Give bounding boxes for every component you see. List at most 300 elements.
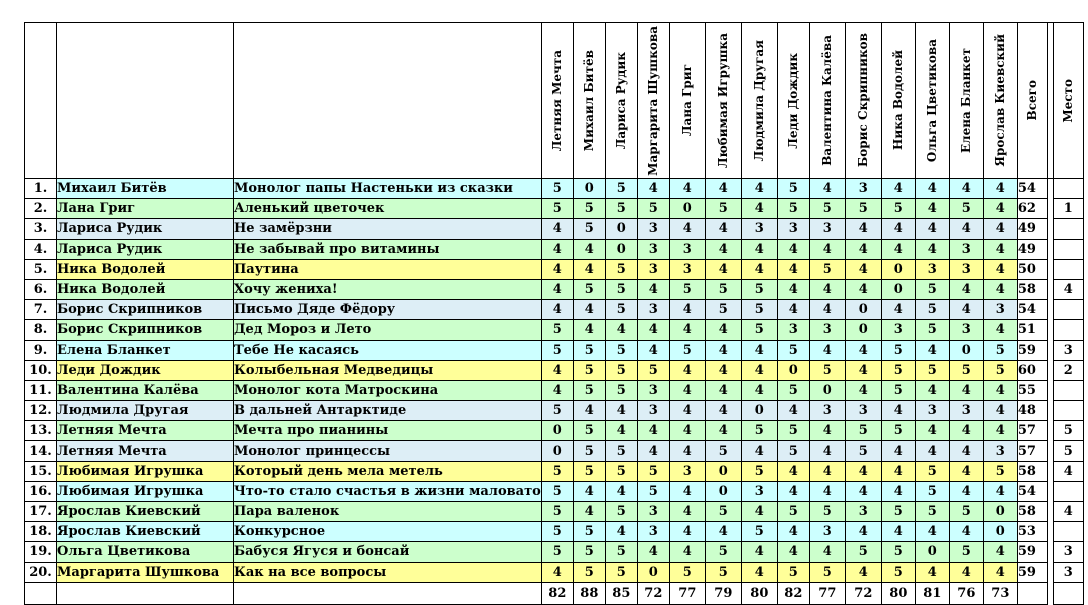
table-row bbox=[25, 522, 1084, 542]
total-cell: 58 bbox=[1017, 461, 1047, 481]
score-cell: 3 bbox=[881, 320, 915, 340]
table-row bbox=[25, 259, 1084, 279]
score-cell: 4 bbox=[573, 300, 605, 320]
score-cell: 4 bbox=[809, 461, 845, 481]
score-cell: 4 bbox=[637, 279, 669, 299]
row-number: 12. bbox=[25, 401, 57, 421]
score-cell: 4 bbox=[949, 481, 983, 501]
table-row bbox=[25, 179, 1084, 199]
score-cell: 4 bbox=[669, 380, 705, 400]
score-cell: 5 bbox=[637, 360, 669, 380]
row-number: 16. bbox=[25, 481, 57, 501]
table-row bbox=[25, 279, 1084, 299]
author-cell: Летняя Мечта bbox=[57, 441, 234, 461]
judge-total-cell: 72 bbox=[637, 582, 669, 604]
place-cell bbox=[1053, 239, 1083, 259]
judge-header bbox=[809, 23, 845, 179]
score-cell: 5 bbox=[605, 179, 637, 199]
judge-total-cell: 80 bbox=[741, 582, 777, 604]
score-cell: 4 bbox=[845, 522, 881, 542]
score-cell: 5 bbox=[881, 380, 915, 400]
judge-name: Лана Григ bbox=[680, 64, 695, 137]
judge-name: Летняя Мечта bbox=[550, 49, 565, 152]
score-cell: 5 bbox=[605, 259, 637, 279]
score-cell: 4 bbox=[809, 340, 845, 360]
row-number: 9. bbox=[25, 340, 57, 360]
score-cell: 5 bbox=[541, 320, 573, 340]
score-cell: 5 bbox=[705, 542, 741, 562]
judge-total-cell: 77 bbox=[809, 582, 845, 604]
score-cell: 4 bbox=[915, 522, 949, 542]
score-cell: 4 bbox=[949, 562, 983, 582]
judge-name: Борис Скрипников bbox=[856, 33, 871, 168]
judge-name: Ольга Цветикова bbox=[925, 38, 940, 163]
score-cell: 4 bbox=[809, 481, 845, 501]
score-cell: 4 bbox=[949, 279, 983, 299]
score-cell: 5 bbox=[777, 502, 809, 522]
score-cell: 5 bbox=[741, 320, 777, 340]
title-cell: Который день мела метель bbox=[234, 461, 542, 481]
score-cell: 4 bbox=[573, 259, 605, 279]
score-cell: 3 bbox=[949, 320, 983, 340]
score-cell: 0 bbox=[845, 300, 881, 320]
score-cell: 4 bbox=[949, 380, 983, 400]
score-cell: 4 bbox=[983, 279, 1017, 299]
score-cell: 4 bbox=[669, 219, 705, 239]
score-cell: 4 bbox=[915, 199, 949, 219]
score-cell: 5 bbox=[777, 179, 809, 199]
score-cell: 4 bbox=[777, 300, 809, 320]
table-row bbox=[25, 239, 1084, 259]
score-cell: 5 bbox=[573, 279, 605, 299]
score-cell: 4 bbox=[741, 239, 777, 259]
score-cell: 4 bbox=[669, 542, 705, 562]
score-cell: 4 bbox=[845, 219, 881, 239]
score-cell: 4 bbox=[915, 179, 949, 199]
score-cell: 5 bbox=[573, 199, 605, 219]
score-cell: 0 bbox=[705, 461, 741, 481]
score-cell: 5 bbox=[881, 360, 915, 380]
judge-total-cell: 85 bbox=[605, 582, 637, 604]
score-cell: 4 bbox=[881, 461, 915, 481]
title-cell: Аленький цветочек bbox=[234, 199, 542, 219]
judge-header bbox=[915, 23, 949, 179]
score-cell: 4 bbox=[983, 401, 1017, 421]
row-number: 2. bbox=[25, 199, 57, 219]
judge-header bbox=[637, 23, 669, 179]
score-cell: 3 bbox=[915, 259, 949, 279]
judge-header bbox=[573, 23, 605, 179]
judge-header bbox=[605, 23, 637, 179]
place-cell: 4 bbox=[1053, 461, 1083, 481]
judge-total-cell: 77 bbox=[669, 582, 705, 604]
score-cell: 4 bbox=[637, 320, 669, 340]
judge-name: Ярослав Киевский bbox=[993, 34, 1008, 167]
score-cell: 4 bbox=[845, 279, 881, 299]
score-cell: 0 bbox=[605, 219, 637, 239]
score-cell: 4 bbox=[741, 199, 777, 219]
table-row bbox=[25, 199, 1084, 219]
score-cell: 3 bbox=[637, 239, 669, 259]
score-cell: 5 bbox=[541, 401, 573, 421]
score-cell: 4 bbox=[669, 441, 705, 461]
judge-name: Валентина Калёва bbox=[820, 35, 835, 166]
score-cell: 4 bbox=[637, 179, 669, 199]
score-cell: 0 bbox=[741, 401, 777, 421]
score-cell: 5 bbox=[541, 522, 573, 542]
score-cell: 4 bbox=[741, 380, 777, 400]
place-cell: 5 bbox=[1053, 421, 1083, 441]
score-cell: 5 bbox=[915, 320, 949, 340]
score-cell: 5 bbox=[915, 360, 949, 380]
table-row bbox=[25, 360, 1084, 380]
score-cell: 4 bbox=[777, 481, 809, 501]
score-cell: 3 bbox=[777, 219, 809, 239]
score-cell: 3 bbox=[809, 320, 845, 340]
score-cell: 4 bbox=[915, 219, 949, 239]
score-cell: 0 bbox=[605, 239, 637, 259]
score-cell: 0 bbox=[915, 542, 949, 562]
title-cell: Монолог папы Настеньки из сказки bbox=[234, 179, 542, 199]
score-cell: 4 bbox=[541, 360, 573, 380]
title-cell: Мечта про пианины bbox=[234, 421, 542, 441]
score-cell: 5 bbox=[605, 300, 637, 320]
score-cell: 3 bbox=[741, 219, 777, 239]
total-header bbox=[1017, 23, 1047, 179]
author-cell: Михаил Битёв bbox=[57, 179, 234, 199]
total-cell: 50 bbox=[1017, 259, 1047, 279]
place-header bbox=[1053, 23, 1083, 179]
score-cell: 0 bbox=[845, 320, 881, 340]
score-cell: 5 bbox=[915, 461, 949, 481]
score-cell: 4 bbox=[605, 401, 637, 421]
header-row bbox=[25, 23, 1084, 179]
judge-total-cell: 80 bbox=[881, 582, 915, 604]
score-cell: 0 bbox=[809, 380, 845, 400]
score-cell: 4 bbox=[705, 340, 741, 360]
score-cell: 3 bbox=[949, 239, 983, 259]
score-cell: 4 bbox=[809, 279, 845, 299]
row-number: 8. bbox=[25, 320, 57, 340]
table-row bbox=[25, 320, 1084, 340]
score-cell: 5 bbox=[669, 279, 705, 299]
score-cell: 4 bbox=[983, 239, 1017, 259]
place-cell: 3 bbox=[1053, 340, 1083, 360]
author-cell: Лана Григ bbox=[57, 199, 234, 219]
score-cell: 3 bbox=[637, 522, 669, 542]
author-cell: Ярослав Киевский bbox=[57, 522, 234, 542]
score-cell: 4 bbox=[705, 320, 741, 340]
score-cell: 0 bbox=[983, 522, 1017, 542]
score-cell: 3 bbox=[983, 441, 1017, 461]
score-cell: 4 bbox=[809, 179, 845, 199]
score-cell: 3 bbox=[949, 259, 983, 279]
score-cell: 4 bbox=[541, 562, 573, 582]
score-cell: 5 bbox=[741, 461, 777, 481]
author-cell: Людмила Другая bbox=[57, 401, 234, 421]
score-cell: 4 bbox=[983, 179, 1017, 199]
total-cell: 57 bbox=[1017, 421, 1047, 441]
score-cell: 3 bbox=[845, 401, 881, 421]
total-cell: 49 bbox=[1017, 239, 1047, 259]
score-cell: 4 bbox=[983, 259, 1017, 279]
score-cell: 4 bbox=[809, 441, 845, 461]
score-cell: 4 bbox=[541, 259, 573, 279]
score-cell: 4 bbox=[845, 259, 881, 279]
place-cell bbox=[1053, 380, 1083, 400]
author-cell: Летняя Мечта bbox=[57, 421, 234, 441]
score-cell: 3 bbox=[949, 401, 983, 421]
empty-cell bbox=[1017, 582, 1047, 604]
judge-total-cell: 76 bbox=[949, 582, 983, 604]
score-cell: 5 bbox=[777, 340, 809, 360]
score-cell: 4 bbox=[705, 219, 741, 239]
score-cell: 3 bbox=[809, 219, 845, 239]
score-cell: 0 bbox=[669, 199, 705, 219]
score-cell: 4 bbox=[541, 279, 573, 299]
score-cell: 5 bbox=[741, 279, 777, 299]
score-cell: 5 bbox=[573, 340, 605, 360]
score-cell: 4 bbox=[541, 219, 573, 239]
table-row bbox=[25, 441, 1084, 461]
score-cell: 3 bbox=[845, 179, 881, 199]
score-cell: 4 bbox=[705, 401, 741, 421]
judge-name: Людмила Другая bbox=[752, 39, 767, 162]
table-row bbox=[25, 219, 1084, 239]
score-cell: 4 bbox=[705, 179, 741, 199]
judge-header bbox=[949, 23, 983, 179]
score-cell: 5 bbox=[605, 380, 637, 400]
score-cell: 5 bbox=[777, 199, 809, 219]
score-cell: 0 bbox=[541, 421, 573, 441]
total-cell: 62 bbox=[1017, 199, 1047, 219]
author-cell: Лариса Рудик bbox=[57, 239, 234, 259]
score-cell: 0 bbox=[949, 340, 983, 360]
score-cell: 4 bbox=[669, 179, 705, 199]
score-cell: 4 bbox=[915, 421, 949, 441]
place-cell bbox=[1053, 219, 1083, 239]
score-cell: 4 bbox=[881, 441, 915, 461]
judge-name: Любимая Игрушка bbox=[716, 32, 731, 169]
table-row bbox=[25, 401, 1084, 421]
judge-header bbox=[845, 23, 881, 179]
table-row bbox=[25, 300, 1084, 320]
score-cell: 5 bbox=[637, 199, 669, 219]
score-cell: 4 bbox=[949, 300, 983, 320]
score-cell: 5 bbox=[573, 421, 605, 441]
score-cell: 5 bbox=[573, 542, 605, 562]
score-cell: 4 bbox=[949, 219, 983, 239]
place-cell bbox=[1053, 259, 1083, 279]
score-cell: 5 bbox=[949, 360, 983, 380]
score-cell: 4 bbox=[573, 401, 605, 421]
score-cell: 4 bbox=[983, 199, 1017, 219]
score-cell: 4 bbox=[845, 380, 881, 400]
total-cell: 58 bbox=[1017, 279, 1047, 299]
title-cell: Монолог кота Матроскина bbox=[234, 380, 542, 400]
total-cell: 59 bbox=[1017, 562, 1047, 582]
score-cell: 4 bbox=[669, 522, 705, 542]
score-cell: 5 bbox=[915, 300, 949, 320]
score-cell: 5 bbox=[573, 522, 605, 542]
score-cell: 4 bbox=[605, 481, 637, 501]
score-cell: 3 bbox=[915, 401, 949, 421]
row-number: 5. bbox=[25, 259, 57, 279]
score-cell: 5 bbox=[541, 502, 573, 522]
score-cell: 4 bbox=[881, 179, 915, 199]
place-cell: 3 bbox=[1053, 542, 1083, 562]
place-cell bbox=[1053, 522, 1083, 542]
score-cell: 4 bbox=[809, 300, 845, 320]
score-cell: 5 bbox=[705, 199, 741, 219]
place-cell: 5 bbox=[1053, 441, 1083, 461]
score-cell: 4 bbox=[573, 239, 605, 259]
author-cell: Валентина Калёва bbox=[57, 380, 234, 400]
score-cell: 4 bbox=[777, 401, 809, 421]
score-cell: 3 bbox=[637, 300, 669, 320]
score-cell: 5 bbox=[637, 481, 669, 501]
score-cell: 5 bbox=[915, 502, 949, 522]
score-cell: 4 bbox=[881, 481, 915, 501]
score-cell: 5 bbox=[605, 199, 637, 219]
score-cell: 4 bbox=[881, 219, 915, 239]
score-cell: 5 bbox=[705, 300, 741, 320]
score-cell: 0 bbox=[881, 259, 915, 279]
score-cell: 4 bbox=[915, 340, 949, 360]
judge-total-cell: 72 bbox=[845, 582, 881, 604]
score-cell: 4 bbox=[669, 502, 705, 522]
place-cell: 4 bbox=[1053, 279, 1083, 299]
table-row bbox=[25, 380, 1084, 400]
place-cell: 4 bbox=[1053, 502, 1083, 522]
score-cell: 0 bbox=[881, 279, 915, 299]
judge-header bbox=[669, 23, 705, 179]
score-cell: 4 bbox=[637, 340, 669, 360]
score-cell: 4 bbox=[705, 380, 741, 400]
score-cell: 5 bbox=[915, 279, 949, 299]
row-number: 19. bbox=[25, 542, 57, 562]
score-cell: 5 bbox=[541, 461, 573, 481]
results-table bbox=[24, 22, 1084, 605]
score-cell: 4 bbox=[541, 300, 573, 320]
score-cell: 4 bbox=[637, 421, 669, 441]
author-cell: Елена Бланкет bbox=[57, 340, 234, 360]
score-cell: 4 bbox=[777, 279, 809, 299]
score-cell: 4 bbox=[573, 481, 605, 501]
title-cell: Что-то стало счастья в жизни маловато bbox=[234, 481, 542, 501]
place-cell: 3 bbox=[1053, 562, 1083, 582]
score-cell: 4 bbox=[983, 481, 1017, 501]
score-cell: 0 bbox=[983, 502, 1017, 522]
score-cell: 3 bbox=[809, 401, 845, 421]
score-cell: 5 bbox=[605, 461, 637, 481]
place-cell bbox=[1053, 401, 1083, 421]
score-cell: 5 bbox=[573, 380, 605, 400]
score-cell: 5 bbox=[541, 542, 573, 562]
score-cell: 4 bbox=[809, 421, 845, 441]
total-cell: 54 bbox=[1017, 179, 1047, 199]
score-cell: 5 bbox=[949, 502, 983, 522]
score-cell: 4 bbox=[705, 239, 741, 259]
score-cell: 5 bbox=[809, 360, 845, 380]
score-cell: 4 bbox=[881, 401, 915, 421]
score-cell: 5 bbox=[541, 179, 573, 199]
score-cell: 5 bbox=[809, 259, 845, 279]
score-cell: 5 bbox=[705, 441, 741, 461]
score-cell: 5 bbox=[573, 461, 605, 481]
author-cell: Борис Скрипников bbox=[57, 320, 234, 340]
title-cell: В дальней Антарктиде bbox=[234, 401, 542, 421]
total-cell: 60 bbox=[1017, 360, 1047, 380]
row-number: 1. bbox=[25, 179, 57, 199]
judge-header bbox=[983, 23, 1017, 179]
score-cell: 4 bbox=[949, 179, 983, 199]
judge-total-cell: 82 bbox=[541, 582, 573, 604]
score-cell: 5 bbox=[845, 441, 881, 461]
score-cell: 4 bbox=[741, 360, 777, 380]
row-number: 13. bbox=[25, 421, 57, 441]
title-cell: Пара валенок bbox=[234, 502, 542, 522]
score-cell: 5 bbox=[845, 421, 881, 441]
score-cell: 4 bbox=[705, 259, 741, 279]
score-cell: 3 bbox=[637, 401, 669, 421]
score-cell: 5 bbox=[705, 279, 741, 299]
score-cell: 5 bbox=[777, 380, 809, 400]
score-cell: 5 bbox=[573, 360, 605, 380]
score-cell: 4 bbox=[949, 461, 983, 481]
judge-total-cell: 82 bbox=[777, 582, 809, 604]
score-cell: 5 bbox=[949, 199, 983, 219]
score-cell: 5 bbox=[741, 522, 777, 542]
table-body bbox=[25, 179, 1084, 605]
author-cell: Борис Скрипников bbox=[57, 300, 234, 320]
score-cell: 3 bbox=[637, 502, 669, 522]
score-cell: 4 bbox=[669, 481, 705, 501]
score-cell: 3 bbox=[669, 259, 705, 279]
score-cell: 4 bbox=[637, 542, 669, 562]
row-number: 11. bbox=[25, 380, 57, 400]
score-cell: 5 bbox=[777, 441, 809, 461]
score-cell: 4 bbox=[705, 360, 741, 380]
judge-header bbox=[541, 23, 573, 179]
score-cell: 4 bbox=[605, 522, 637, 542]
score-cell: 5 bbox=[741, 421, 777, 441]
author-cell: Лариса Рудик bbox=[57, 219, 234, 239]
score-cell: 5 bbox=[605, 441, 637, 461]
author-cell: Леди Дождик bbox=[57, 360, 234, 380]
score-cell: 3 bbox=[669, 461, 705, 481]
score-cell: 4 bbox=[669, 421, 705, 441]
table-row bbox=[25, 542, 1084, 562]
row-number: 10. bbox=[25, 360, 57, 380]
judge-name: Леди Дождик bbox=[786, 52, 801, 149]
total-cell: 49 bbox=[1017, 219, 1047, 239]
score-cell: 5 bbox=[605, 542, 637, 562]
title-cell: Бабуся Ягуся и бонсай bbox=[234, 542, 542, 562]
judge-total-cell: 73 bbox=[983, 582, 1017, 604]
judge-total-cell: 81 bbox=[915, 582, 949, 604]
score-cell: 5 bbox=[605, 360, 637, 380]
score-cell: 4 bbox=[881, 522, 915, 542]
judge-name: Ника Водолей bbox=[891, 50, 906, 151]
author-cell: Ярослав Киевский bbox=[57, 502, 234, 522]
total-label: Всего bbox=[1025, 80, 1040, 121]
title-cell: Дед Мороз и Лето bbox=[234, 320, 542, 340]
score-cell: 0 bbox=[541, 441, 573, 461]
score-cell: 4 bbox=[777, 239, 809, 259]
score-cell: 4 bbox=[949, 522, 983, 542]
score-cell: 5 bbox=[741, 300, 777, 320]
